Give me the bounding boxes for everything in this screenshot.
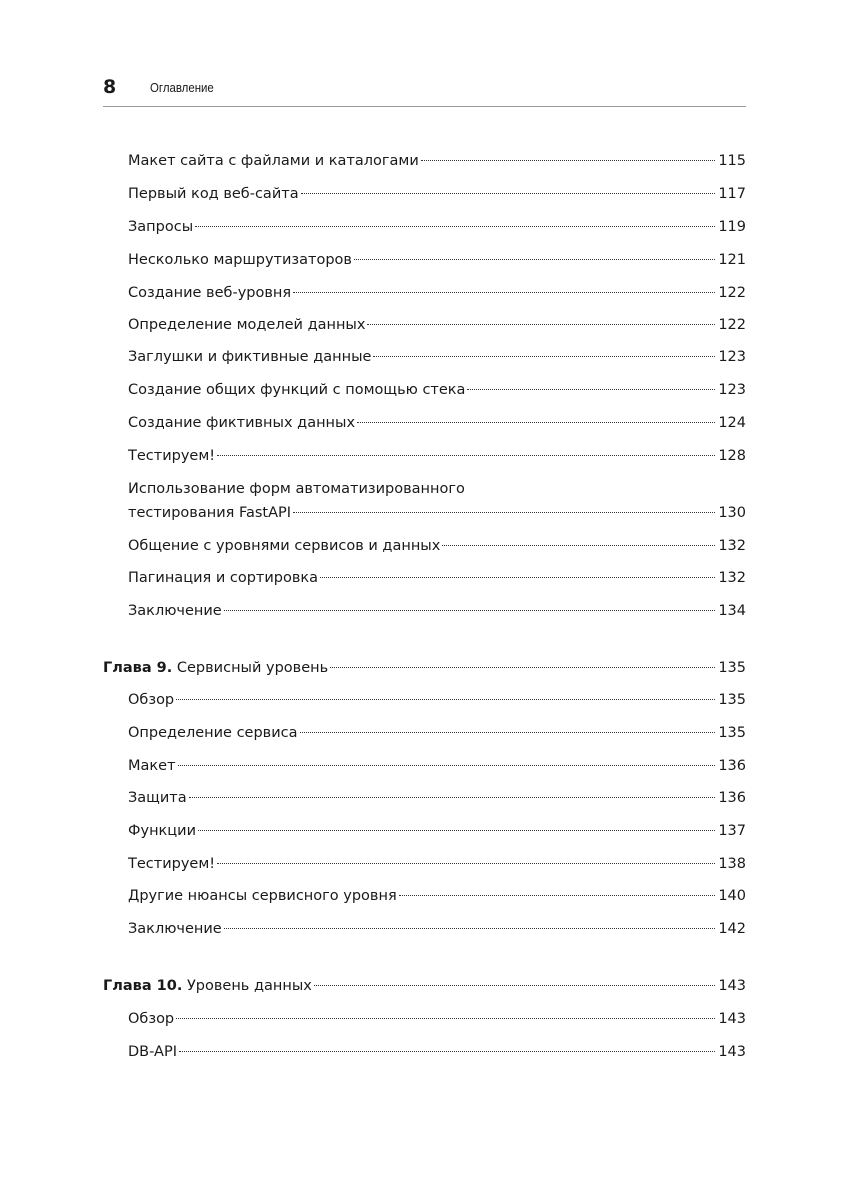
toc-chapter-10[interactable] <box>103 976 746 996</box>
dot-leader <box>178 765 716 766</box>
toc-entry-title: Заключение <box>128 921 222 937</box>
toc-entry-title: Определение моделей данных <box>128 317 366 333</box>
toc-page-number: 137 <box>718 823 746 839</box>
toc-page-number: 143 <box>718 1011 746 1027</box>
chapter-title: Уровень данных <box>182 978 312 994</box>
toc-entry-title: Обзор <box>128 692 175 708</box>
dot-leader <box>373 356 715 357</box>
toc-entry-title: Другие нюансы сервисного уровня <box>128 888 397 904</box>
toc-entry-title: Пагинация и сортировка <box>128 570 319 586</box>
toc-entry[interactable] <box>128 821 746 841</box>
dot-leader <box>176 1018 715 1019</box>
toc-entry[interactable] <box>128 568 746 588</box>
dot-leader <box>179 1051 715 1052</box>
dot-leader <box>189 797 716 798</box>
running-head: Оглавление <box>150 80 214 95</box>
toc-page-number: 143 <box>718 978 746 994</box>
toc-page-number: 123 <box>718 382 746 398</box>
dot-leader <box>330 667 715 668</box>
toc-entry-title: Обзор <box>128 1011 175 1027</box>
dot-leader <box>224 928 716 929</box>
toc-page-number: 135 <box>718 692 746 708</box>
toc-entry-title: Создание веб-уровня <box>128 285 292 301</box>
toc-entry[interactable] <box>128 380 746 400</box>
toc-entry-title: Тестируем! <box>128 856 216 872</box>
toc-entry-title: Защита <box>128 790 187 806</box>
chapter-title: Сервисный уровень <box>172 660 329 676</box>
toc-entry[interactable] <box>128 347 746 367</box>
dot-leader <box>399 895 716 896</box>
toc-page-number: 140 <box>718 888 746 904</box>
toc-entry[interactable] <box>128 413 746 433</box>
toc-entry-title: Макет сайта с файлами и каталогами <box>128 153 419 169</box>
toc-page-number: 136 <box>718 790 746 806</box>
dot-leader <box>357 422 715 423</box>
toc-entry-title: Запросы <box>128 219 194 235</box>
dot-leader <box>467 389 715 390</box>
toc-entry[interactable] <box>128 217 746 237</box>
toc-entry[interactable] <box>128 886 746 906</box>
toc-entry-title: Функции <box>128 823 197 839</box>
toc-page-number: 130 <box>718 505 746 521</box>
dot-leader <box>320 577 715 578</box>
toc-page-number: 134 <box>718 603 746 619</box>
toc-entry-title-line1: Использование форм автоматизированного <box>128 481 465 497</box>
toc-entry[interactable] <box>128 756 746 776</box>
toc-entry-title: DB-API <box>128 1044 177 1060</box>
toc-entry-title: Определение сервиса <box>128 725 298 741</box>
toc-page-number: 121 <box>718 252 746 268</box>
dot-leader <box>354 259 715 260</box>
page-header <box>103 76 746 107</box>
chapter-label: Глава 10. <box>103 978 183 994</box>
toc-entry[interactable] <box>128 151 746 171</box>
toc-entry[interactable] <box>128 1042 746 1062</box>
toc-entry-title: Макет <box>128 758 176 774</box>
toc-page-number: 123 <box>718 349 746 365</box>
dot-leader <box>293 512 715 513</box>
toc-page-number: 122 <box>718 317 746 333</box>
toc-page-number: 124 <box>718 415 746 431</box>
toc-entry[interactable] <box>128 723 746 743</box>
dot-leader <box>367 324 715 325</box>
toc-entry[interactable] <box>128 536 746 556</box>
toc-page-number: 138 <box>718 856 746 872</box>
toc-entry-title: Первый код веб-сайта <box>128 186 299 202</box>
toc-entry[interactable] <box>128 479 746 523</box>
toc-page-number: 122 <box>718 285 746 301</box>
dot-leader <box>293 292 715 293</box>
toc-page-number: 115 <box>718 153 746 169</box>
toc-page-number: 117 <box>718 186 746 202</box>
dot-leader <box>176 699 715 700</box>
dot-leader <box>421 160 716 161</box>
toc-page-number: 132 <box>718 538 746 554</box>
dot-leader <box>442 545 715 546</box>
toc-entry-title: Тестируем! <box>128 448 216 464</box>
toc-entry[interactable] <box>128 283 746 303</box>
toc-entry[interactable] <box>128 919 746 939</box>
toc-entry[interactable] <box>128 446 746 466</box>
toc-entry-title: Заглушки и фиктивные данные <box>128 349 372 365</box>
toc-entry[interactable] <box>128 601 746 621</box>
toc-page-number: 143 <box>718 1044 746 1060</box>
dot-leader <box>224 610 716 611</box>
toc-entry-title: Заключение <box>128 603 222 619</box>
toc-entry-title: Общение с уровнями сервисов и данных <box>128 538 441 554</box>
dot-leader <box>301 193 716 194</box>
toc-entry[interactable] <box>128 184 746 204</box>
toc-page-number: 128 <box>718 448 746 464</box>
toc-page-number: 142 <box>718 921 746 937</box>
toc-page-number: 135 <box>718 660 746 676</box>
dot-leader <box>314 985 715 986</box>
page-number: 8 <box>103 76 117 98</box>
toc-entry[interactable] <box>128 788 746 808</box>
toc-entry-title: тестирования FastAPI <box>128 505 292 521</box>
toc-entry[interactable] <box>128 854 746 874</box>
toc-page-number: 132 <box>718 570 746 586</box>
chapter-label: Глава 9. <box>103 660 173 676</box>
dot-leader <box>198 830 715 831</box>
toc-entry[interactable] <box>128 1009 746 1029</box>
toc-entry[interactable] <box>128 250 746 270</box>
toc-page-number: 136 <box>718 758 746 774</box>
dot-leader <box>217 455 715 456</box>
dot-leader <box>217 863 715 864</box>
toc-entry[interactable] <box>128 315 746 335</box>
toc-page-number: 135 <box>718 725 746 741</box>
toc-entry-title: Несколько маршрутизаторов <box>128 252 352 268</box>
toc-chapter-9[interactable] <box>103 658 746 678</box>
toc-chapter-title <box>103 658 328 678</box>
toc-entry-title: Создание общих функций с помощью стека <box>128 382 466 398</box>
toc-entry-title: Создание фиктивных данных <box>128 415 356 431</box>
dot-leader <box>195 226 715 227</box>
dot-leader <box>300 732 716 733</box>
toc-chapter-title <box>103 976 312 996</box>
toc-page-number: 119 <box>718 219 746 235</box>
toc-entry[interactable] <box>128 690 746 710</box>
